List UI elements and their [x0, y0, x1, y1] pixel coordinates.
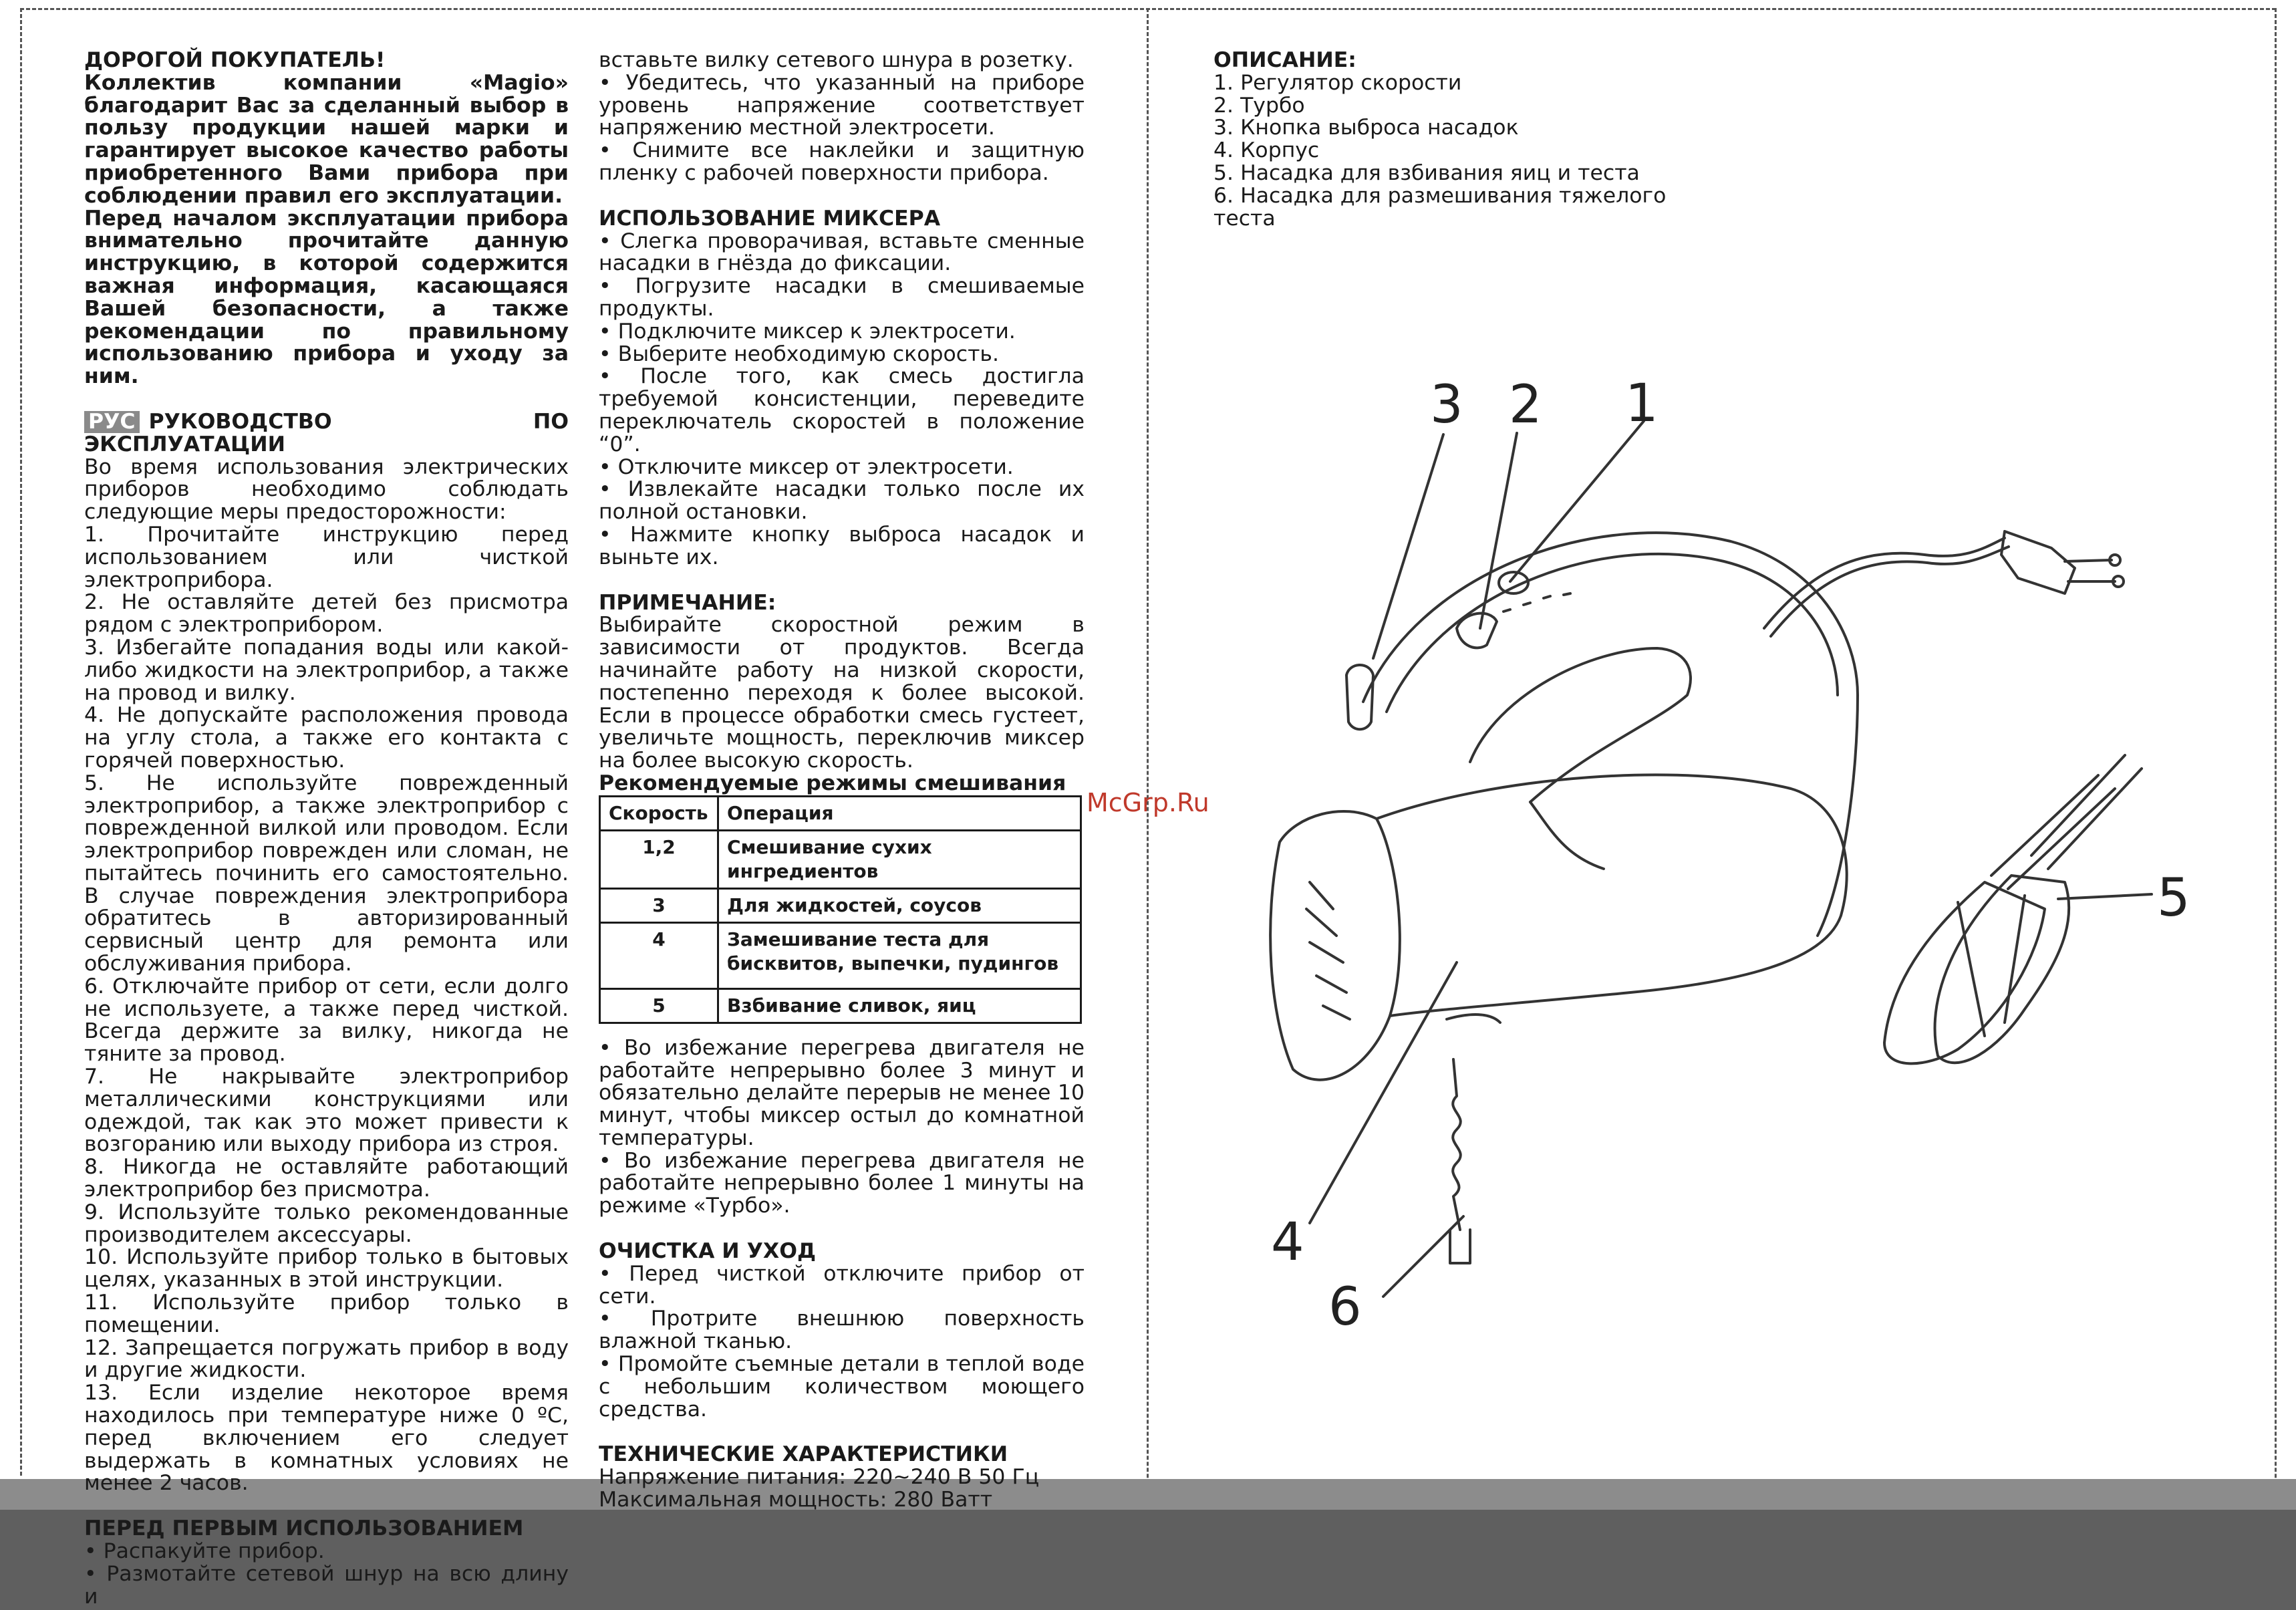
leader-line-1 — [1510, 421, 1644, 581]
diagram-label-6: 6 — [1328, 1277, 1362, 1337]
rule-item: 6. Отключайте прибор от сети, если долго не используете, а также перед чисткой. Всегда держите за вилку, никогда не тяните за провод. — [84, 974, 569, 1067]
table-cell-speed: 4 — [600, 922, 718, 988]
rule-item: 12. Запрещается погружать прибор в воду и другие жидкости. — [84, 1335, 569, 1383]
leader-line-4 — [1310, 962, 1457, 1223]
mixer-handle-outer — [1363, 533, 1858, 936]
rule-item: 2. Не оставляйте детей без присмотра рядом с электроприбором. — [84, 590, 569, 638]
ejector-slot — [1447, 1015, 1500, 1023]
rule-item: 8. Никогда не оставляйте работающий электроприбор без присмотра. — [84, 1155, 569, 1202]
table-row — [600, 888, 1081, 922]
table-cell-operation: Для жидкостей, соусов — [718, 888, 1081, 922]
frame-left-border — [20, 8, 22, 1476]
cleaning-item: • Промойте съемные детали в теплой воде с небольшим количеством моющего средства. — [599, 1352, 1085, 1422]
usage-title: ИСПОЛЬЗОВАНИЕ МИКСЕРА — [599, 206, 941, 231]
cleaning-title: ОЧИСТКА И УХОД — [599, 1239, 817, 1264]
first-use-item: • Размотайте сетевой шнур на всю длину и — [84, 1561, 569, 1609]
part-item: 1. Регулятор скорости — [1213, 70, 1462, 95]
language-badge: РУС — [84, 411, 140, 433]
rule-item: 5. Не используйте поврежденный электроприбор, а также электроприбор с поврежденной вилкой или проводом. Если электроприбор поврежден или сломан, не пытайтесь починить его самостоятельно. В случае повреждения электроприбора обратитесь в авторизированный сервисный центр для ремонта или обслуживания прибора. — [84, 771, 569, 976]
first-use-continued: • Убедитесь, что указанный на приборе уровень напряжение соответствует напряжению местной электросети. — [599, 70, 1085, 140]
description-title: ОПИСАНИЕ: — [1213, 48, 1356, 72]
tech-title: ТЕХНИЧЕСКИЕ ХАРАКТЕРИСТИКИ — [599, 1442, 1008, 1467]
power-plug — [2001, 531, 2075, 593]
power-cord — [1764, 538, 2005, 628]
diagram-label-1: 1 — [1625, 374, 1659, 434]
usage-item: • Нажмите кнопку выброса насадок и выньте их. — [599, 522, 1085, 569]
diagram-label-5: 5 — [2157, 868, 2190, 928]
greeting-paragraph-1: Коллектив компании «Magio» благодарит Вас за сделанный выбор в пользу продукции нашей марки и гарантирует высокое качество работы приобретенного Вами прибора при соблюдении правил его эксплуатации. — [84, 70, 569, 208]
cleaning-item: • Перед чисткой отключите прибор от сети. — [599, 1261, 1085, 1309]
beater-whisk — [1884, 882, 2045, 1063]
rule-item: 4. Не допускайте расположения провода на углу стола, а также его контакта с горячей поверхностью. — [84, 703, 569, 773]
table-cell-operation: Замешивание теста для бисквитов, выпечки, пудингов — [718, 922, 1081, 988]
note-title: ПРИМЕЧАНИЕ: — [599, 590, 776, 615]
beater-whisk — [1935, 876, 2069, 1063]
cleaning-item: • Протрите внешнюю поверхность влажной тканью. — [599, 1307, 1085, 1354]
table-header-operation: Операция — [718, 796, 1081, 830]
warning-item: • Во избежание перегрева двигателя не работайте непрерывно более 3 минут и обязательно делайте перерыв не менее 10 минут, чтобы миксер остыл до комнатной температуры. — [599, 1035, 1085, 1150]
table-header-row — [600, 796, 1081, 830]
diagram-label-4: 4 — [1271, 1212, 1304, 1272]
left-column — [84, 49, 569, 1608]
leader-line-2 — [1480, 433, 1517, 628]
mixer-diagram — [1216, 348, 2205, 1350]
table-row — [600, 922, 1081, 988]
eject-button — [1346, 665, 1373, 729]
table-cell-speed: 3 — [600, 888, 718, 922]
rule-item: 3. Избегайте попадания воды или какой-либо жидкости на электроприбор, а также на провод и вилку. — [84, 635, 569, 705]
part-item: 6. Насадка для размешивания тяжелого теста — [1213, 183, 1667, 231]
manual-heading — [84, 411, 569, 456]
tech-voltage: Напряжение питания: 220~240 В 50 Гц — [599, 1465, 1040, 1490]
usage-item: • Извлекайте насадки только после их полной остановки. — [599, 477, 1085, 525]
part-item: 2. Турбо — [1213, 93, 1305, 118]
right-column — [1213, 49, 1721, 230]
first-use-continued: вставьте вилку сетевого шнура в розетку. — [599, 48, 1074, 72]
leader-line-3 — [1373, 434, 1443, 658]
usage-item: • После того, как смесь достигла требуемой консистенции, переведите переключатель скоростей в положение “0”. — [599, 364, 1085, 456]
mixer-handle-inner — [1387, 554, 1838, 712]
part-item: 3. Кнопка выброса насадок — [1213, 116, 1519, 140]
power-cord-edge — [1771, 547, 2009, 636]
table-cell-operation: Смешивание сухих ингредиентов — [718, 830, 1081, 888]
middle-column — [599, 49, 1085, 1512]
mixer-front-face — [1270, 811, 1400, 1080]
dough-hook — [1453, 1059, 1461, 1230]
usage-item: • Выберите необходимую скорость. — [599, 342, 999, 366]
usage-item: • Погрузите насадки в смешиваемые продукты. — [599, 274, 1085, 321]
leader-line-5 — [2058, 894, 2152, 899]
speed-regulator-knob — [1457, 614, 1497, 648]
rule-item: 13. Если изделие некоторое время находилось при температуре ниже 0 ºС, перед включением его следует выдержать в комнатных условиях не менее 2 часов. — [84, 1381, 569, 1496]
table-cell-operation: Взбивание сливок, яиц — [718, 988, 1081, 1023]
manual-intro: Во время использования электрических приборов необходимо соблюдать следующие меры предосторожности: — [84, 454, 569, 525]
usage-item: • Слегка проворачивая, вставьте сменные насадки в гнёзда до фиксации. — [599, 229, 1085, 276]
diagram-label-3: 3 — [1430, 375, 1463, 435]
first-use-item: • Распакуйте прибор. — [84, 1539, 325, 1563]
diagram-label-2: 2 — [1509, 375, 1542, 435]
manual-title: РУКОВОДСТВО ПО ЭКСПЛУАТАЦИИ — [84, 409, 569, 456]
speed-marks — [1503, 593, 1570, 612]
modes-table — [599, 795, 1082, 1024]
first-use-continued: • Снимите все наклейки и защитную пленку с рабочей поверхности прибора. — [599, 138, 1085, 185]
rule-item: 11. Используйте прибор только в помещении. — [84, 1291, 569, 1337]
rule-item: 7. Не накрывайте электроприбор металлическими конструкциями или одеждой, так как это может привести к возгоранию или выходу прибора из строя. — [84, 1065, 569, 1157]
usage-item: • Отключите миксер от электросети. — [599, 454, 1014, 479]
warning-item: • Во избежание перегрева двигателя не работайте непрерывно более 1 минуты на режиме «Турбо». — [599, 1148, 1085, 1218]
greeting-title: ДОРОГОЙ ПОКУПАТЕЛЬ! — [84, 48, 386, 72]
plug-pins — [2065, 560, 2115, 581]
table-row — [600, 830, 1081, 888]
part-item: 5. Насадка для взбивания яиц и теста — [1213, 160, 1640, 185]
table-cell-speed: 5 — [600, 988, 718, 1023]
part-item: 4. Корпус — [1213, 138, 1320, 163]
greeting-paragraph-2: Перед началом эксплуатации прибора внимательно прочитайте данную инструкцию, в которой содержится важная информация, касающаяся Вашей безопасности, а также рекомендации по правильному использованию прибора и уходу за ним. — [84, 206, 569, 389]
tech-power: Максимальная мощность: 280 Ватт — [599, 1488, 993, 1512]
first-use-title: ПЕРЕД ПЕРВЫМ ИСПОЛЬЗОВАНИЕМ — [84, 1516, 524, 1541]
table-cell-speed: 1,2 — [600, 830, 718, 888]
rule-item: 9. Используйте только рекомендованные производителем аксессуары. — [84, 1200, 569, 1247]
front-vents — [1306, 882, 1350, 1019]
frame-right-border — [2275, 8, 2277, 1592]
rule-item: 1. Прочитайте инструкцию перед использованием или чисткой электроприбора. — [84, 522, 569, 592]
table-header-speed: Скорость — [600, 796, 718, 830]
whisk-wires — [1958, 896, 2025, 1036]
modes-table-title: Рекомендуемые режимы смешивания — [599, 771, 1066, 795]
dough-hook-tip — [1450, 1230, 1470, 1263]
usage-item: • Подключите миксер к электросети. — [599, 319, 1016, 344]
grip-hole-edge — [1530, 802, 1604, 869]
table-row — [600, 988, 1081, 1023]
rule-item: 10. Используйте прибор только в бытовых целях, указанных в этой инструкции. — [84, 1245, 569, 1293]
note-text: Выбирайте скоростной режим в зависимости от продуктов. Всегда начинайте работу на низкой скорости, постепенно переходя к более высокой. Если в процессе обработки смесь густеет, увеличьте мощность, переключив миксер на более высокую скорость. — [599, 613, 1085, 773]
watermark: McGrp.Ru — [1087, 788, 1209, 817]
